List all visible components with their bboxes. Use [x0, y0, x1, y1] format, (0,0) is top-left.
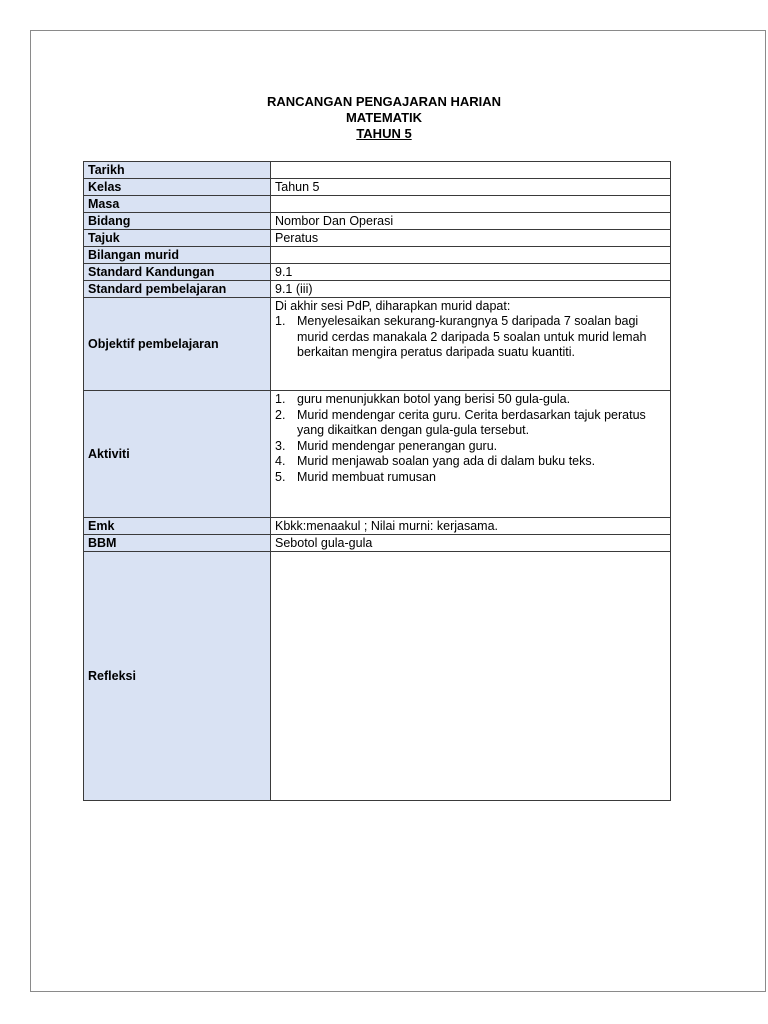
row-value — [271, 162, 671, 179]
row-emk — [84, 518, 671, 535]
lesson-plan-table — [83, 161, 671, 801]
list-number: 1. — [275, 314, 286, 328]
row-value: Sebotol gula-gula — [271, 535, 671, 552]
row-refleksi — [84, 552, 671, 801]
row-value: Tahun 5 — [271, 179, 671, 196]
document-heading — [0, 94, 768, 142]
row-value: Nombor Dan Operasi — [271, 213, 671, 230]
row-standard-kandungan — [84, 264, 671, 281]
row-label: Bilangan murid — [84, 247, 271, 264]
row-label: Standard Kandungan — [84, 264, 271, 281]
objektif-list — [275, 314, 666, 361]
row-objektif — [84, 298, 671, 391]
row-label: Kelas — [84, 179, 271, 196]
row-aktiviti — [84, 391, 671, 518]
list-item — [275, 408, 666, 439]
list-item — [275, 439, 666, 455]
objektif-intro: Di akhir sesi PdP, diharapkan murid dapat: — [275, 299, 511, 313]
list-text: Murid membuat rumusan — [297, 469, 436, 484]
row-label: Aktiviti — [84, 391, 271, 518]
row-value: 9.1 (iii) — [271, 281, 671, 298]
row-tarikh — [84, 162, 671, 179]
row-masa — [84, 196, 671, 213]
row-label: Tarikh — [84, 162, 271, 179]
list-text: Murid mendengar cerita guru. Cerita berdasarkan tajuk peratus yang dikaitkan dengan gula-gula tersebut. — [297, 407, 646, 437]
row-bbm — [84, 535, 671, 552]
heading-title: RANCANGAN PENGAJARAN HARIAN — [266, 94, 501, 109]
row-label: Masa — [84, 196, 271, 213]
row-value — [271, 391, 671, 518]
row-bidang — [84, 213, 671, 230]
row-value — [271, 298, 671, 391]
list-number: 5. — [275, 469, 286, 484]
aktiviti-list — [275, 392, 666, 485]
row-label: Emk — [84, 518, 271, 535]
row-label: Tajuk — [84, 230, 271, 247]
row-value: Peratus — [271, 230, 671, 247]
list-item — [275, 392, 666, 408]
row-label: Bidang — [84, 213, 271, 230]
list-number: 4. — [275, 454, 286, 468]
list-item — [275, 314, 666, 361]
row-bilangan-murid — [84, 247, 671, 264]
row-standard-pembelajaran — [84, 281, 671, 298]
row-value — [271, 196, 671, 213]
row-label: Standard pembelajaran — [84, 281, 271, 298]
heading-year: TAHUN 5 — [356, 126, 412, 141]
list-text: Murid menjawab soalan yang ada di dalam buku teks. — [297, 454, 596, 468]
heading-subject: MATEMATIK — [345, 110, 423, 125]
list-text: guru menunjukkan botol yang berisi 50 gula-gula. — [297, 392, 571, 406]
list-text: Menyelesaikan sekurang-kurangnya 5 daripada 7 soalan bagi murid cerdas manakala 2 daripada 5 soalan untuk murid lemah berkaitan mengira peratus daripada suatu kuantiti. — [297, 314, 647, 359]
row-label: BBM — [84, 535, 271, 552]
row-tajuk — [84, 230, 671, 247]
row-value: 9.1 — [271, 264, 671, 281]
list-number: 2. — [275, 407, 286, 422]
row-value — [271, 552, 671, 801]
list-item — [275, 470, 666, 486]
list-number: 1. — [275, 392, 286, 406]
row-value — [271, 247, 671, 264]
list-number: 3. — [275, 438, 286, 453]
row-kelas — [84, 179, 671, 196]
list-item — [275, 454, 666, 470]
row-value: Kbkk:menaakul ; Nilai murni: kerjasama. — [271, 518, 671, 535]
row-label: Refleksi — [84, 552, 271, 801]
row-label: Objektif pembelajaran — [84, 298, 271, 391]
list-text: Murid mendengar penerangan guru. — [297, 438, 498, 453]
